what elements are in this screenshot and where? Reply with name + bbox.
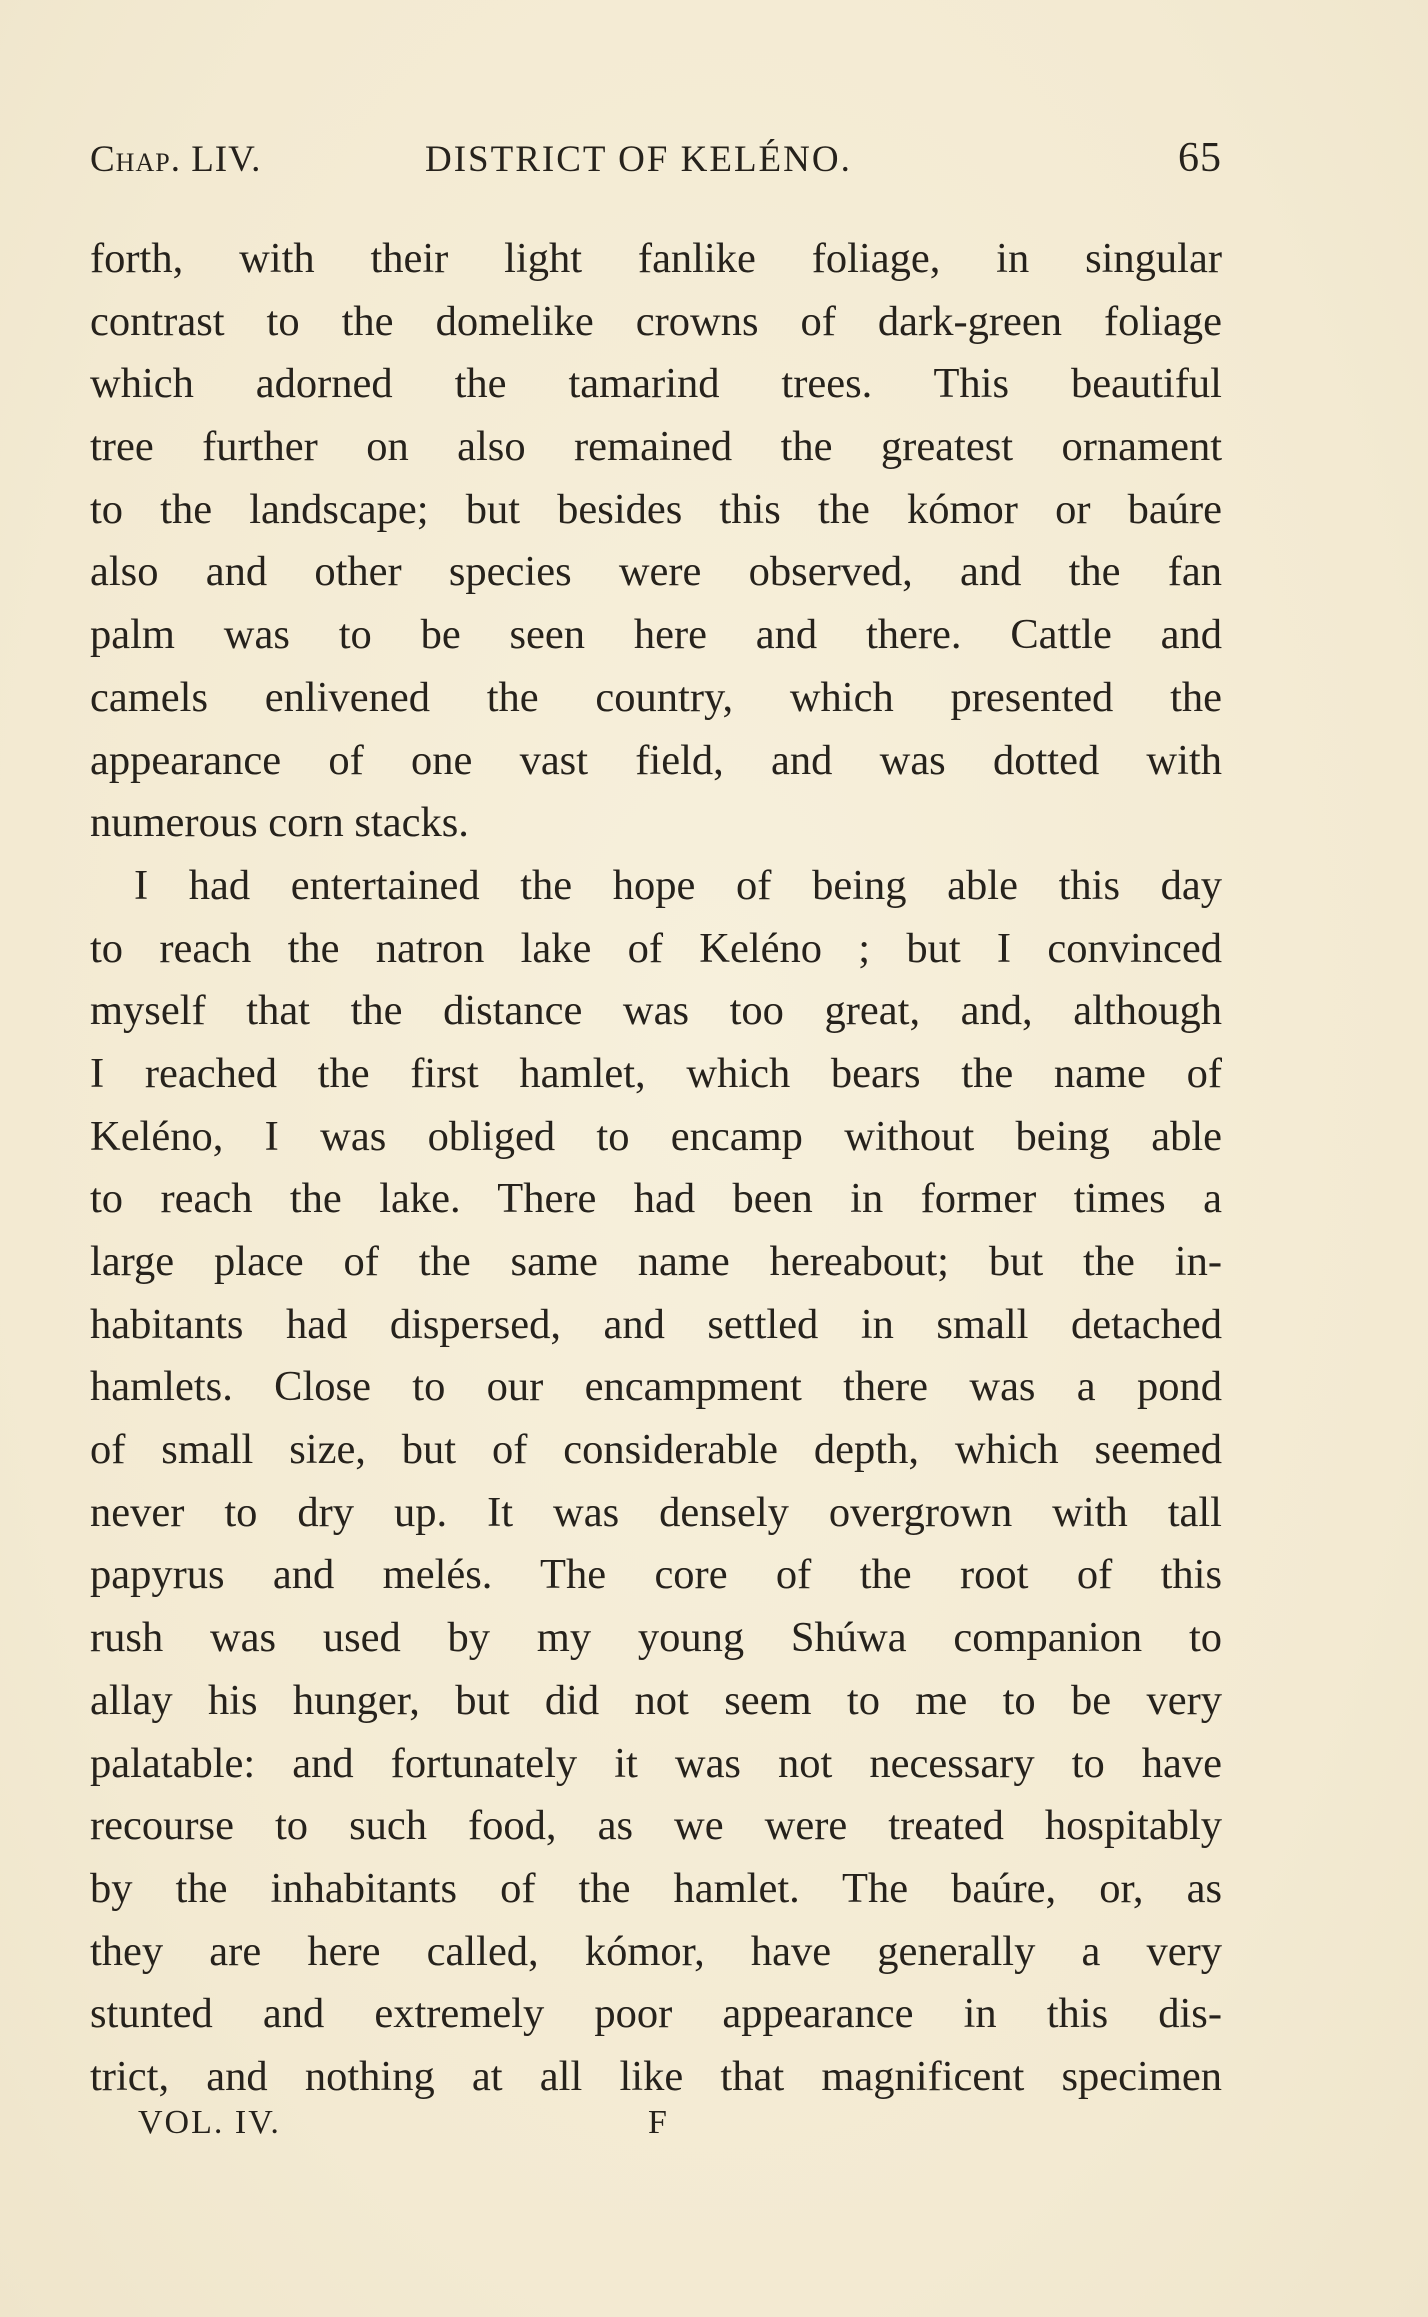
text-line: myself that the distance was too great, and, although <box>90 987 1222 1035</box>
text-line: never to dry up. It was densely overgrown with tall <box>90 1488 1222 1536</box>
body-text <box>90 228 1222 2109</box>
text-line: they are here called, kómor, have generally a very <box>90 1927 1222 1975</box>
text-line: rush was used by my young Shúwa companion to <box>90 1614 1222 1662</box>
page-number: 65 <box>1178 135 1222 181</box>
text-line: allay his hunger, but did not seem to me to be very <box>90 1676 1222 1724</box>
text-line: habitants had dispersed, and settled in small detached <box>90 1300 1222 1348</box>
text-line: palm was to be seen here and there. Cattle and <box>90 611 1222 659</box>
text-line: appearance of one vast field, and was dotted with <box>90 736 1222 784</box>
text-line: palatable: and fortunately it was not necessary to have <box>90 1739 1222 1787</box>
running-title: DISTRICT OF KELÉNO. <box>425 139 852 180</box>
text-line: which adorned the tamarind trees. This beautiful <box>90 360 1222 408</box>
signature-line <box>138 2104 838 2154</box>
text-line: to the landscape; but besides this the kómor or baúre <box>90 485 1222 533</box>
text-line: I reached the first hamlet, which bears the name of <box>90 1049 1222 1097</box>
text-line: camels enlivened the country, which presented the <box>90 673 1222 721</box>
text-line: to reach the natron lake of Keléno ; but I convinced <box>90 924 1222 972</box>
text-line: papyrus and melés. The core of the root of this <box>90 1551 1222 1599</box>
text-line: forth, with their light fanlike foliage, in singular <box>90 235 1222 282</box>
signature-mark: F <box>648 2104 669 2141</box>
text-line: of small size, but of considerable depth, which seemed <box>90 1426 1222 1474</box>
paragraph-end-line: numerous corn stacks. <box>90 799 469 847</box>
running-head <box>90 128 1222 188</box>
text-line: also and other species were observed, and the fan <box>90 548 1222 596</box>
text-line: hamlets. Close to our encampment there was a pond <box>90 1363 1222 1411</box>
text-line: large place of the same name hereabout; but the in- <box>90 1238 1222 1285</box>
text-line: recourse to such food, as we were treated hospitably <box>90 1802 1222 1850</box>
text-line: tree further on also remained the greatest ornament <box>90 423 1222 471</box>
text-line: by the inhabitants of the hamlet. The baúre, or, as <box>90 1864 1222 1912</box>
volume-signature: VOL. IV. <box>138 2104 281 2141</box>
text-line: trict, and nothing at all like that magnificent specimen <box>90 2052 1222 2100</box>
chapter-label: Chap. LIV. <box>90 139 262 180</box>
text-line: contrast to the domelike crowns of dark-green foliage <box>90 297 1222 345</box>
text-line: Keléno, I was obliged to encamp without being able <box>90 1112 1222 1160</box>
paragraph-start-line: I had entertained the hope of being able this day <box>134 861 1222 909</box>
text-line: to reach the lake. There had been in former times a <box>90 1175 1222 1223</box>
text-line: stunted and extremely poor appearance in this dis- <box>90 1990 1222 2038</box>
